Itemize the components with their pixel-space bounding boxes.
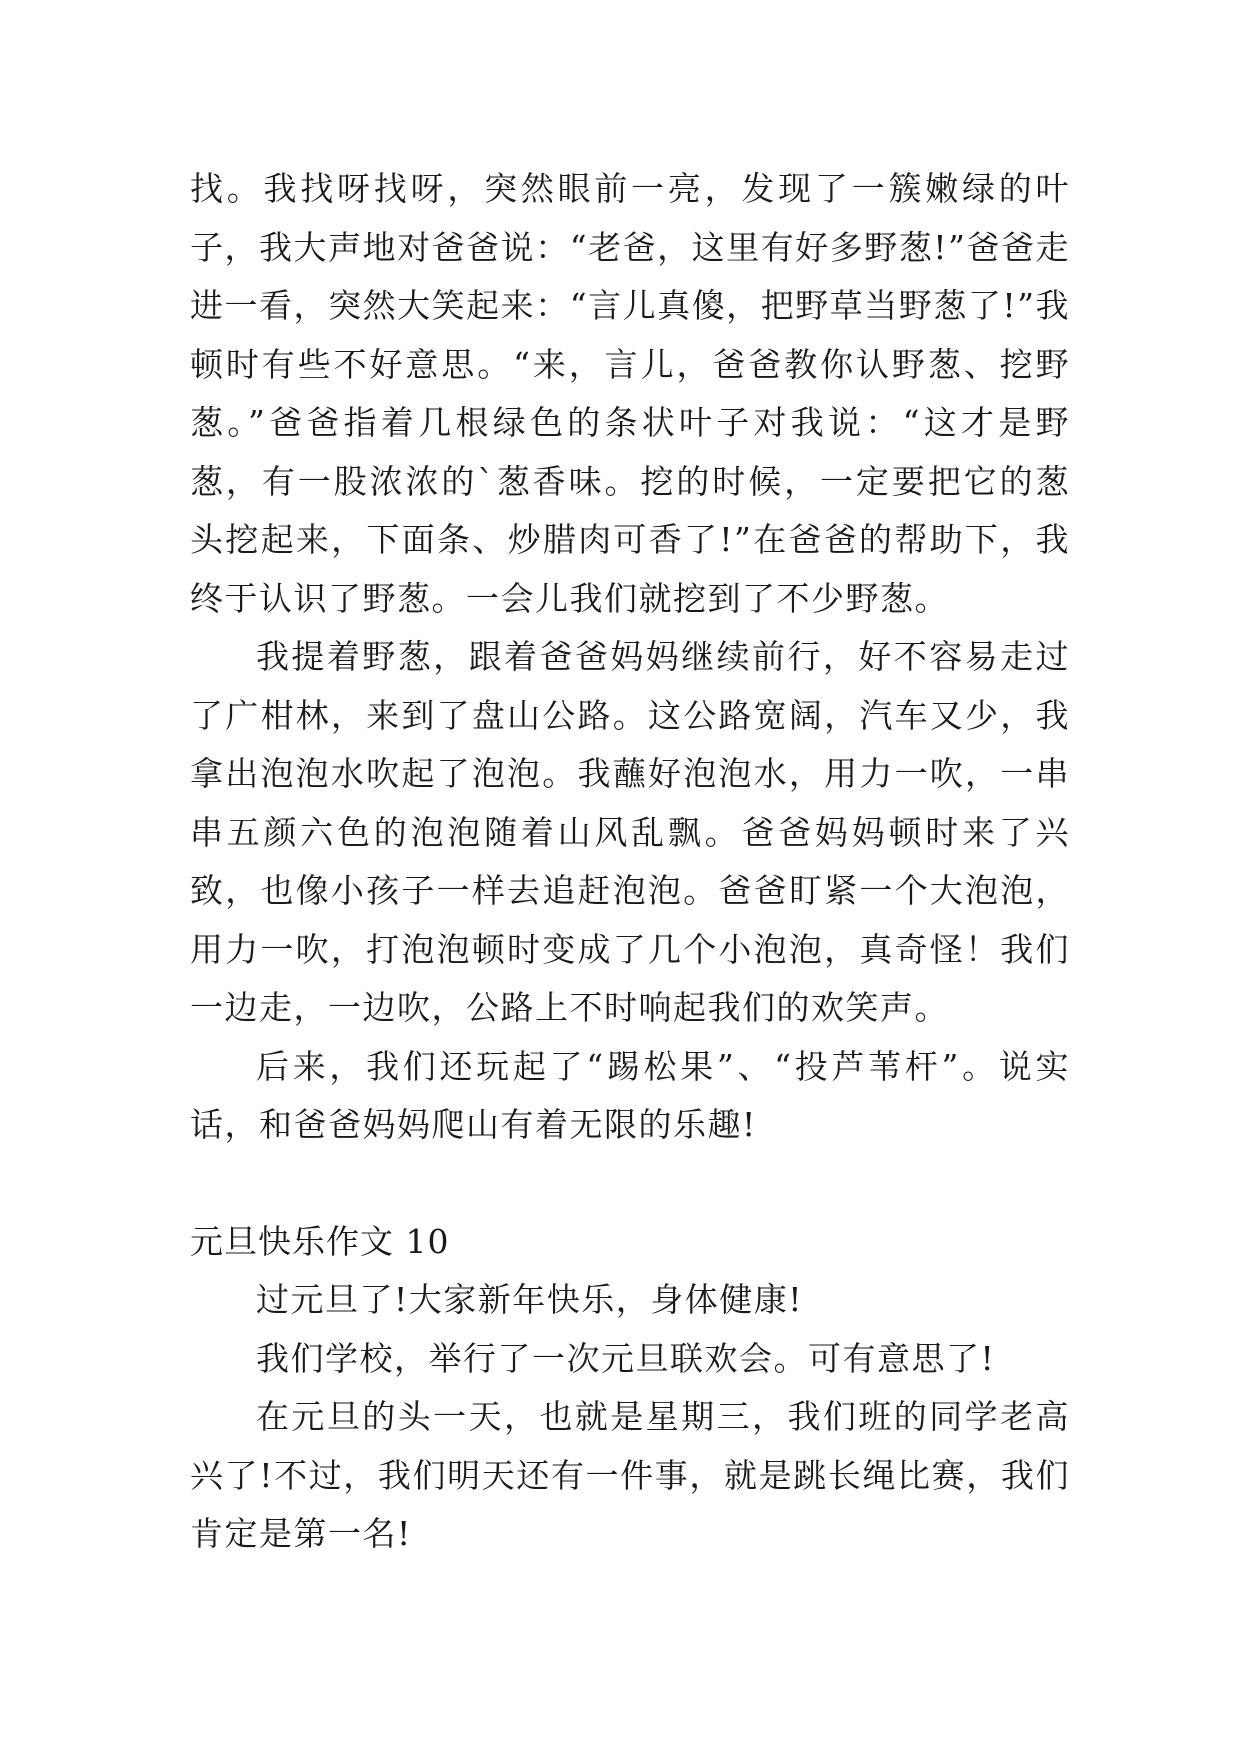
paragraph-wild-onions: 找。我找呀找呀，突然眼前一亮，发现了一簇嫩绿的叶子，我大声地对爸爸说：“老爸，这里有好多野葱!”爸爸走进一看，突然大笑起来：“言儿真傻，把野草当野葱了!”我顿时有些不好意思。“来，言儿，爸爸教你认野葱、挖野葱。”爸爸指着几根绿色的条状叶子对我说：“这才是野葱，有一股浓浓的`葱香味。挖的时候，一定要把它的葱头挖起来，下面条、炒腊肉可香了!”在爸爸的帮助下，我终于认识了野葱。一会儿我们就挖到了不少野葱。 [190, 169, 1070, 618]
essay-title: 元旦快乐作文 10 [190, 1221, 450, 1261]
paragraph-rope-contest: 在元旦的头一天，也就是星期三，我们班的同学老高兴了!不过，我们明天还有一件事，就是跳长绳比赛，我们肯定是第一名! [190, 1397, 1070, 1553]
paragraph-games: 后来，我们还玩起了“踢松果”、“投芦苇杆”。说实话，和爸爸妈妈爬山有着无限的乐趣! [190, 1046, 1070, 1144]
paragraph-new-year: 过元旦了!大家新年快乐，身体健康! [256, 1280, 804, 1319]
paragraph-bubbles: 我提着野葱，跟着爸爸妈妈继续前行，好不容易走过了广柑林，来到了盘山公路。这公路宽阔，汽车又少，我拿出泡泡水吹起了泡泡。我蘸好泡泡水，用力一吹，一串串五颜六色的泡泡随着山风乱飘。爸爸妈妈顿时来了兴致，也像小孩子一样去追赶泡泡。爸爸盯紧一个大泡泡，用力一吹，打泡泡顿时变成了几个小泡泡，真奇怪！我们一边走，一边吹，公路上不时响起我们的欢笑声。 [190, 637, 1070, 1027]
document-body [190, 160, 1070, 1564]
paragraph-school-party: 我们学校，举行了一次元旦联欢会。可有意思了! [256, 1338, 996, 1378]
